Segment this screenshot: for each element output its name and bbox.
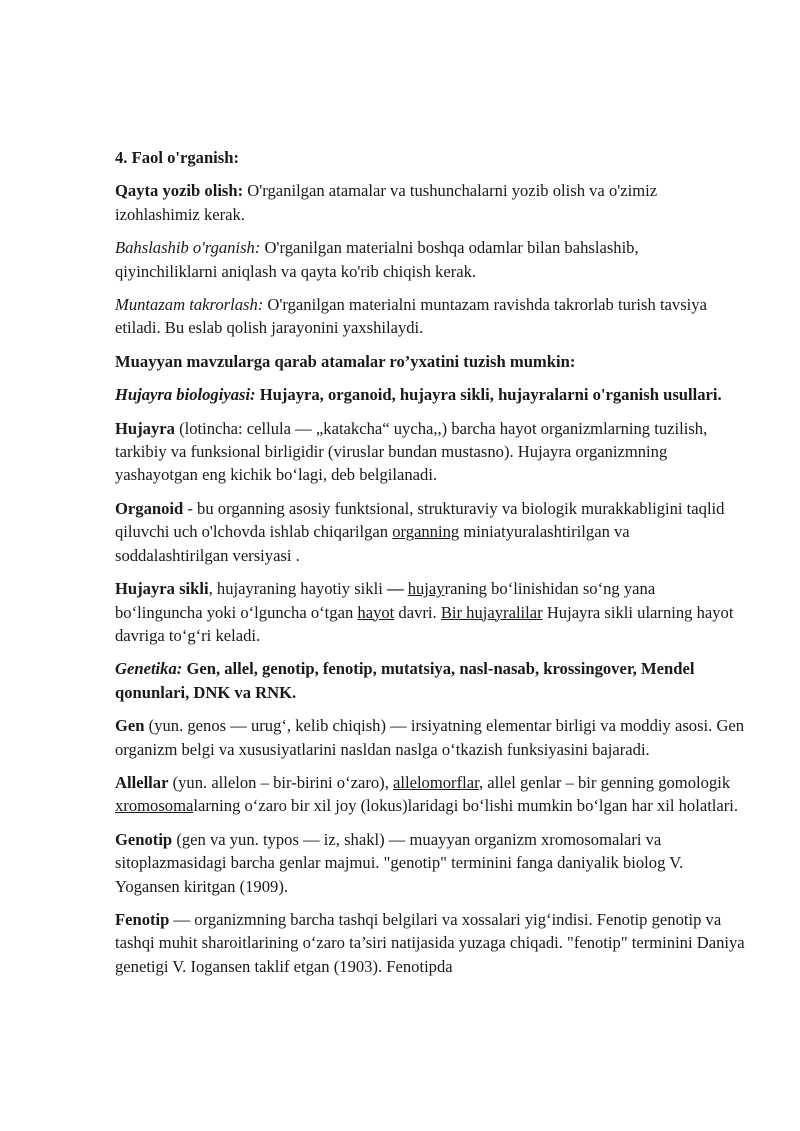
link-hujay[interactable]: hujay [407, 579, 445, 599]
paragraph-text: raning bo‘linishidan so‘ng yana bo‘linguncha yoki o‘lguncha o‘tgan [115, 579, 656, 622]
paragraph-allellar [115, 771, 745, 818]
paragraph-genotip [115, 828, 745, 898]
paragraph-gen [115, 714, 745, 761]
term-label: Organoid [115, 498, 184, 518]
paragraph-text: Hujayra, organoid, hujayra sikli, hujayralarni o'rganish usullari. [255, 385, 722, 405]
paragraph-hujayra-sikli [115, 577, 745, 647]
term-label: Qayta yozib olish: [115, 181, 244, 201]
paragraph-text: — organizmning barcha tashqi belgilari va xossalari yig‘indisi. Fenotip genotip va tashqi muhit sharoitlarining o‘zaro ta’siri natijasida yuzaga chiqadi. "fenotip" terminini Daniya genetigi V. Iogansen taklif etgan (1903). Fenotipda [115, 909, 745, 976]
paragraph-muntazam [115, 293, 745, 340]
link-allelomorflar[interactable]: allelomorflar [393, 772, 479, 792]
term-label: Hujayra sikli [115, 579, 209, 599]
paragraph-text: O'rganilgan atamalar va tushunchalarni yozib olish va o'zimiz izohlashimiz kerak. [115, 181, 658, 224]
paragraph-hujayra [115, 417, 745, 487]
term-label: Bahslashib o'rganish: [115, 238, 261, 258]
paragraph-qayta-yozib [115, 179, 745, 226]
em-dash: — [386, 579, 404, 599]
term-label: Gen [115, 716, 145, 736]
document-page [115, 146, 745, 988]
paragraph-text: (yun. allelon – bir-birini o‘zaro), [168, 772, 393, 792]
paragraph-bahslashib [115, 236, 745, 283]
link-organning[interactable]: organning [392, 522, 460, 542]
paragraph-text: davri. [394, 602, 441, 622]
term-label: Hujayra biologiyasi: [115, 385, 256, 405]
term-label: Genetika: [115, 659, 183, 679]
paragraph-text: Hujayra sikli ularning hayot davriga to‘g‘ri keladi. [115, 602, 734, 645]
paragraph-text: O'rganilgan materialni muntazam ravishda takrorlab turish tavsiya etiladi. Bu eslab qolish jarayonini yaxshilaydi. [115, 295, 707, 338]
paragraph-text: (lotincha: cellula — „katakcha“ uycha,,) barcha hayot organizmlarning tuzilish, tarkibiy va funksional birligidir (viruslar bundan mustasno). Hujayra organizmning yashayotgan eng kichik bo‘lagi, deb belgilanadi. [115, 418, 708, 485]
subheading: Muayyan mavzularga qarab atamalar ro’yxatini tuzish mumkin: [115, 351, 576, 371]
paragraph-text: O'rganilgan materialni boshqa odamlar bilan bahslashib, qiyinchiliklarni aniqlash va qayta ko'rib chiqish kerak. [115, 238, 639, 281]
paragraph-text: (gen va yun. typos — iz, shakl) — muayyan organizm xromosomalari va sitoplazmasidagi barcha genlar majmui. "genotip" terminini fanga daniyalik biolog V. Yogansen kiritgan (1909). [115, 829, 684, 896]
link-xromosoma[interactable]: xromosoma [115, 796, 194, 816]
paragraph-fenotip [115, 908, 745, 978]
term-label: Hujayra [115, 418, 175, 438]
paragraph-text: Gen, allel, genotip, fenotip, mutatsiya, nasl-nasab, krossingover, Mendel qonunlari, DNK va RNK. [115, 659, 695, 702]
paragraph-text: miniatyuralashtirilgan va soddalashtirilgan versiyasi . [115, 522, 630, 565]
link-hayot[interactable]: hayot [357, 602, 395, 622]
paragraph-text: (yun. genos — urug‘, kelib chiqish) — irsiyatning elementar birligi va moddiy asosi. Gen organizm belgi va xususiyatlarini nasldan naslga o‘tkazish funksiyasini bajaradi. [115, 716, 745, 759]
paragraph-text: - bu organning asosiy funktsional, strukturaviy va biologik murakkabligini taqlid qiluvchi uch o'lchovda ishlab chiqarilgan [115, 498, 725, 542]
section-heading: 4. Faol o'rganish: [115, 148, 239, 167]
term-label: Fenotip [115, 909, 170, 929]
paragraph-organoid [115, 497, 745, 567]
paragraph-genetika [115, 657, 745, 704]
paragraph-hujayra-biologiyasi [115, 383, 745, 406]
link-bir-hujayralilar[interactable]: Bir hujayralilar [440, 602, 543, 622]
term-label: Muntazam takrorlash: [115, 295, 264, 315]
term-label: Genotip [115, 829, 173, 849]
paragraph-text: , hujayraning hayotiy sikli [208, 579, 387, 599]
paragraph-text: , allel genlar – bir genning gomologik [478, 772, 731, 792]
paragraph-text: larning o‘zaro bir xil joy (lokus)laridagi bo‘lishi mumkin bo‘lgan har xil holatlari. [193, 796, 739, 816]
term-label: Allellar [115, 772, 169, 792]
